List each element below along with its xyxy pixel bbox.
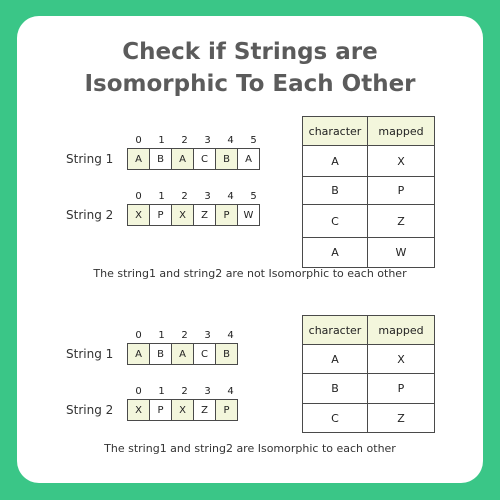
string1-char-cell: B (149, 148, 172, 170)
string1-index: 4 (227, 330, 234, 341)
string1-index: 5 (250, 135, 257, 146)
string2-char-cell: P (149, 399, 172, 421)
character-cell: A (303, 345, 368, 374)
table-row (303, 374, 435, 404)
string1-char-cell: A (127, 148, 150, 170)
string1-index: 3 (204, 135, 211, 146)
table-header-row (303, 117, 435, 146)
character-cell: B (303, 374, 368, 404)
mapped-cell: P (368, 374, 435, 404)
string2-index: 4 (227, 386, 234, 397)
string1-char-cell: C (193, 343, 216, 365)
mapping-table (302, 116, 435, 268)
string2-index: 3 (204, 386, 211, 397)
mapped-cell: Z (368, 404, 435, 433)
mapped-cell: X (368, 146, 435, 177)
string1-char-cell: B (215, 148, 238, 170)
result-caption: The string1 and string2 are Isomorphic to each other (104, 442, 396, 455)
string1-label: String 1 (66, 347, 114, 361)
string1-char-cell: B (215, 343, 238, 365)
string1-char-cell: B (149, 343, 172, 365)
mapped-cell: P (368, 177, 435, 205)
string2-char-cell: X (127, 204, 150, 226)
table-row (303, 345, 435, 374)
string2-char-cell: X (171, 204, 194, 226)
table-row (303, 404, 435, 433)
string2-char-cell: Z (193, 204, 216, 226)
string1-char-cell: A (171, 343, 194, 365)
string2-char-cell: X (171, 399, 194, 421)
string2-index: 0 (135, 191, 142, 202)
table-row (303, 146, 435, 177)
string2-char-cell: X (127, 399, 150, 421)
string2-label: String 2 (66, 208, 114, 222)
string1-char-cell: A (127, 343, 150, 365)
mapped-cell: X (368, 345, 435, 374)
page-title: Check if Strings are Isomorphic To Each Other (84, 39, 416, 97)
string2-index: 2 (181, 386, 188, 397)
character-cell: B (303, 177, 368, 205)
string2-index: 0 (135, 386, 142, 397)
string1-index: 0 (135, 330, 142, 341)
string2-char-cell: W (237, 204, 260, 226)
string2-index: 5 (250, 191, 257, 202)
string2-char-cell: P (215, 399, 238, 421)
string2-char-cell: P (215, 204, 238, 226)
string1-index: 4 (227, 135, 234, 146)
string2-char-cell: Z (193, 399, 216, 421)
string1-char-cell: A (237, 148, 260, 170)
character-cell: C (303, 205, 368, 238)
column-header: character (303, 316, 368, 345)
mapping-table (302, 315, 435, 433)
string1-index: 2 (181, 135, 188, 146)
string1-index: 1 (158, 330, 165, 341)
table-header-row (303, 316, 435, 345)
string1-char-cell: A (171, 148, 194, 170)
column-header: mapped (368, 316, 435, 345)
mapped-cell: Z (368, 205, 435, 238)
table-row (303, 205, 435, 238)
character-cell: A (303, 238, 368, 268)
string1-char-cell: C (193, 148, 216, 170)
character-cell: C (303, 404, 368, 433)
table-row (303, 177, 435, 205)
column-header: mapped (368, 117, 435, 146)
string2-index: 3 (204, 191, 211, 202)
string2-index: 1 (158, 191, 165, 202)
string2-index: 4 (227, 191, 234, 202)
character-cell: A (303, 146, 368, 177)
string2-index: 1 (158, 386, 165, 397)
mapped-cell: W (368, 238, 435, 268)
string2-label: String 2 (66, 403, 114, 417)
result-caption: The string1 and string2 are not Isomorphic to each other (93, 267, 407, 280)
string1-index: 2 (181, 330, 188, 341)
string1-index: 3 (204, 330, 211, 341)
table-row (303, 238, 435, 268)
string1-index: 0 (135, 135, 142, 146)
string2-char-cell: P (149, 204, 172, 226)
string1-label: String 1 (66, 152, 114, 166)
string2-index: 2 (181, 191, 188, 202)
string1-index: 1 (158, 135, 165, 146)
column-header: character (303, 117, 368, 146)
